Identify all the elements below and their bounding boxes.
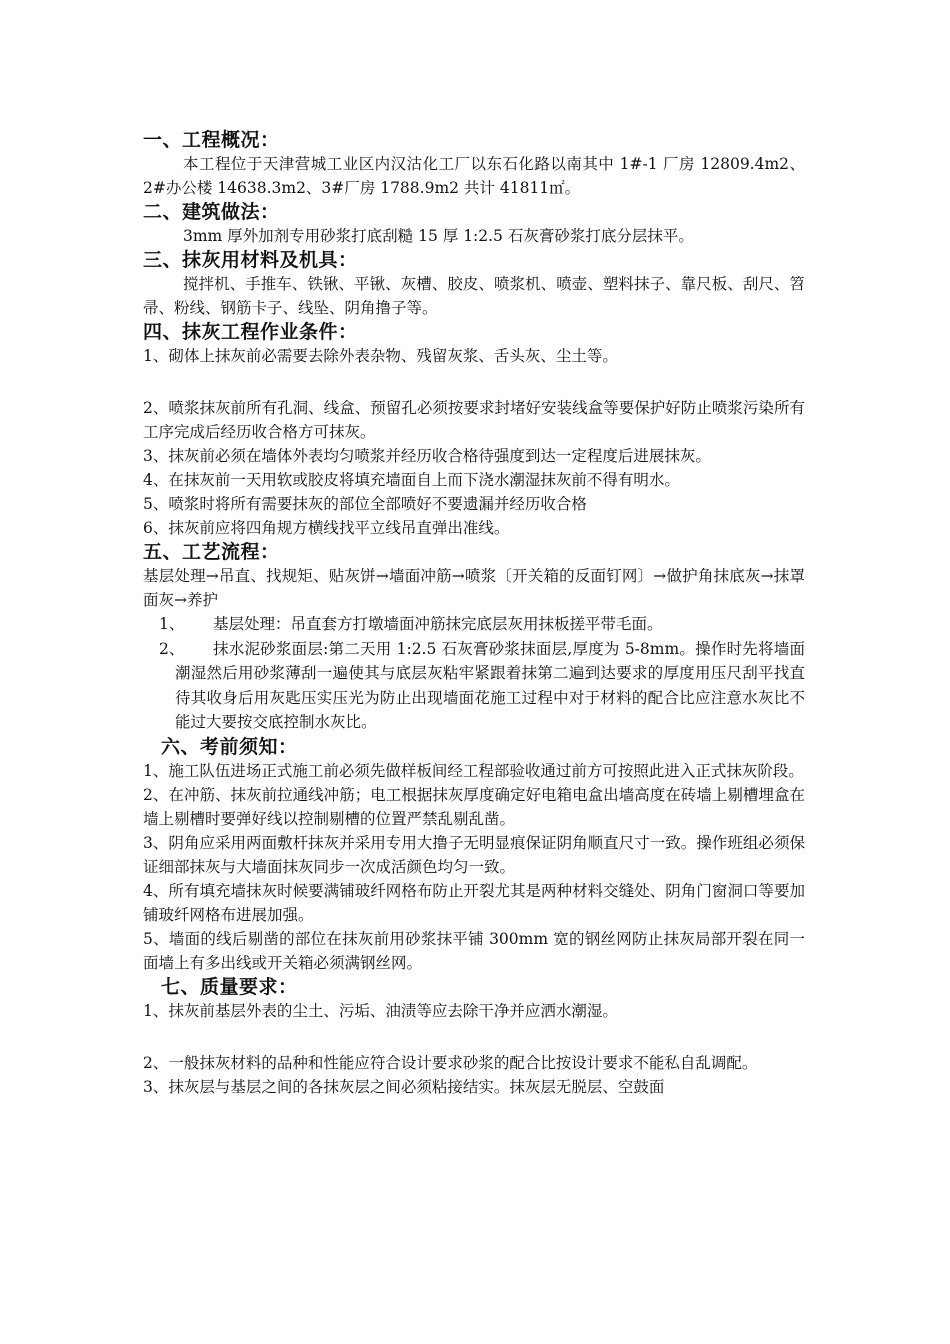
heading-work-conditions: 四、抹灰工程作业条件：	[143, 321, 358, 343]
spacer	[143, 1023, 805, 1051]
heading-quality-requirements: 七、质量要求：	[161, 975, 298, 998]
step-text: 基层处理：吊直套方打墩墙面冲筋抹完底层灰用抹板搓平带毛面。	[213, 615, 663, 633]
paragraph-project-overview: 本工程位于天津营城工业区内汉沽化工厂以东石化路以南其中 1#-1 厂房 12809.4m2、2#办公楼 14638.3m2、3#厂房 1788.9m2 共计 41811㎡。	[143, 155, 805, 197]
list-item: 5、喷浆时将所有需要抹灰的部位全部喷好不要遗漏并经历收合格	[143, 495, 587, 513]
heading-project-overview: 一、工程概况：	[143, 129, 280, 151]
list-item: 3、抹灰层与基层之间的各抹灰层之间必须粘接结实。抹灰层无脱层、空鼓面	[143, 1077, 665, 1096]
step-text: 抹水泥砂浆面层:第二天用 1:2.5 石灰膏砂浆抹面层,厚度为 5-8mm。操作时先将墙面潮湿然后用砂浆薄刮一遍使其与底层灰粘牢紧跟着抹第二遍到达要求的厚度用压尺刮平找直待其收身后用灰匙压实压光为防止出现墙面花施工过程中对于材料的配合比应注意水灰比不能过大要按交底控制水灰比。	[175, 639, 805, 731]
heading-process-flow: 五、工艺流程：	[143, 541, 280, 563]
paragraph-process-flow: 基层处理→吊直、找规矩、贴灰饼→墙面冲筋→喷浆〔开关箱的反面钉网〕→做护角抹底灰→抹罩面灰→养护	[143, 567, 805, 609]
list-item: 2、在冲筋、抹灰前拉通线冲筋；电工根据抹灰厚度确定好电箱电盒出墙高度在砖墙上剔槽埋盒在墙上剔槽时要弹好线以控制剔槽的位置严禁乱剔乱凿。	[143, 785, 805, 828]
heading-precautions: 六、考前须知：	[161, 735, 298, 758]
list-item: 6、抹灰前应将四角规方横线找平立线吊直弹出准线。	[143, 519, 510, 537]
heading-materials-tools: 三、抹灰用材料及机具：	[143, 249, 358, 271]
numbered-step	[143, 612, 805, 637]
spacer	[143, 368, 805, 396]
list-item: 2、喷浆抹灰前所有孔洞、线盒、预留孔必须按要求封堵好安装线盒等要保护好防止喷浆污染所有工序完成后经历收合格方可抹灰。	[143, 399, 805, 441]
list-item: 3、抹灰前必须在墙体外表均匀喷浆并经历收合格待强度到达一定程度后进展抹灰。	[143, 447, 711, 465]
step-number: 2、	[159, 639, 185, 658]
heading-construction-method: 二、建筑做法：	[143, 201, 280, 223]
paragraph-construction-method: 3mm 厚外加剂专用砂浆打底刮糙 15 厚 1:2.5 石灰膏砂浆打底分层抹平。	[183, 227, 694, 245]
list-item: 4、在抹灰前一天用软或胶皮将填充墙面自上而下浇水潮湿抹灰前不得有明水。	[143, 471, 680, 489]
list-item: 1、砌体上抹灰前必需要去除外表杂物、残留灰浆、舌头灰、尘土等。	[143, 347, 618, 365]
step-number: 1、	[159, 615, 185, 633]
document-body	[143, 128, 805, 1099]
list-item: 2、一般抹灰材料的品种和性能应符合设计要求砂浆的配合比按设计要求不能私自乱调配。	[143, 1053, 758, 1072]
numbered-step	[143, 637, 805, 735]
list-item: 3、阴角应采用两面敷杆抹灰并采用专用大撸子无明显痕保证阴角顺直尺寸一致。操作班组必须保证细部抹灰与大墙面抹灰同步一次成活颜色均匀一致。	[143, 833, 805, 876]
list-item: 1、施工队伍进场正式施工前必须先做样板间经工程部验收通过前方可按照此进入正式抹灰阶段。	[143, 761, 804, 780]
list-item: 1、抹灰前基层外表的尘土、污垢、油渍等应去除干净并应洒水潮湿。	[143, 1001, 618, 1020]
list-item: 4、所有填充墙抹灰时候要满铺玻纤网格布防止开裂尤其是两种材料交缝处、阴角门窗洞口等要加铺玻纤网格布进展加强。	[143, 881, 805, 924]
list-item: 5、墙面的线后剔凿的部位在抹灰前用砂浆抹平铺 300mm 宽的钢丝网防止抹灰局部开裂在同一面墙上有多出线或开关箱必须满钢丝网。	[143, 929, 805, 972]
paragraph-materials-tools: 搅拌机、手推车、铁锹、平锹、灰槽、胶皮、喷浆机、喷壶、塑料抹子、靠尺板、刮尺、笤帚、粉线、钢筋卡子、线坠、阴角撸子等。	[143, 275, 805, 317]
